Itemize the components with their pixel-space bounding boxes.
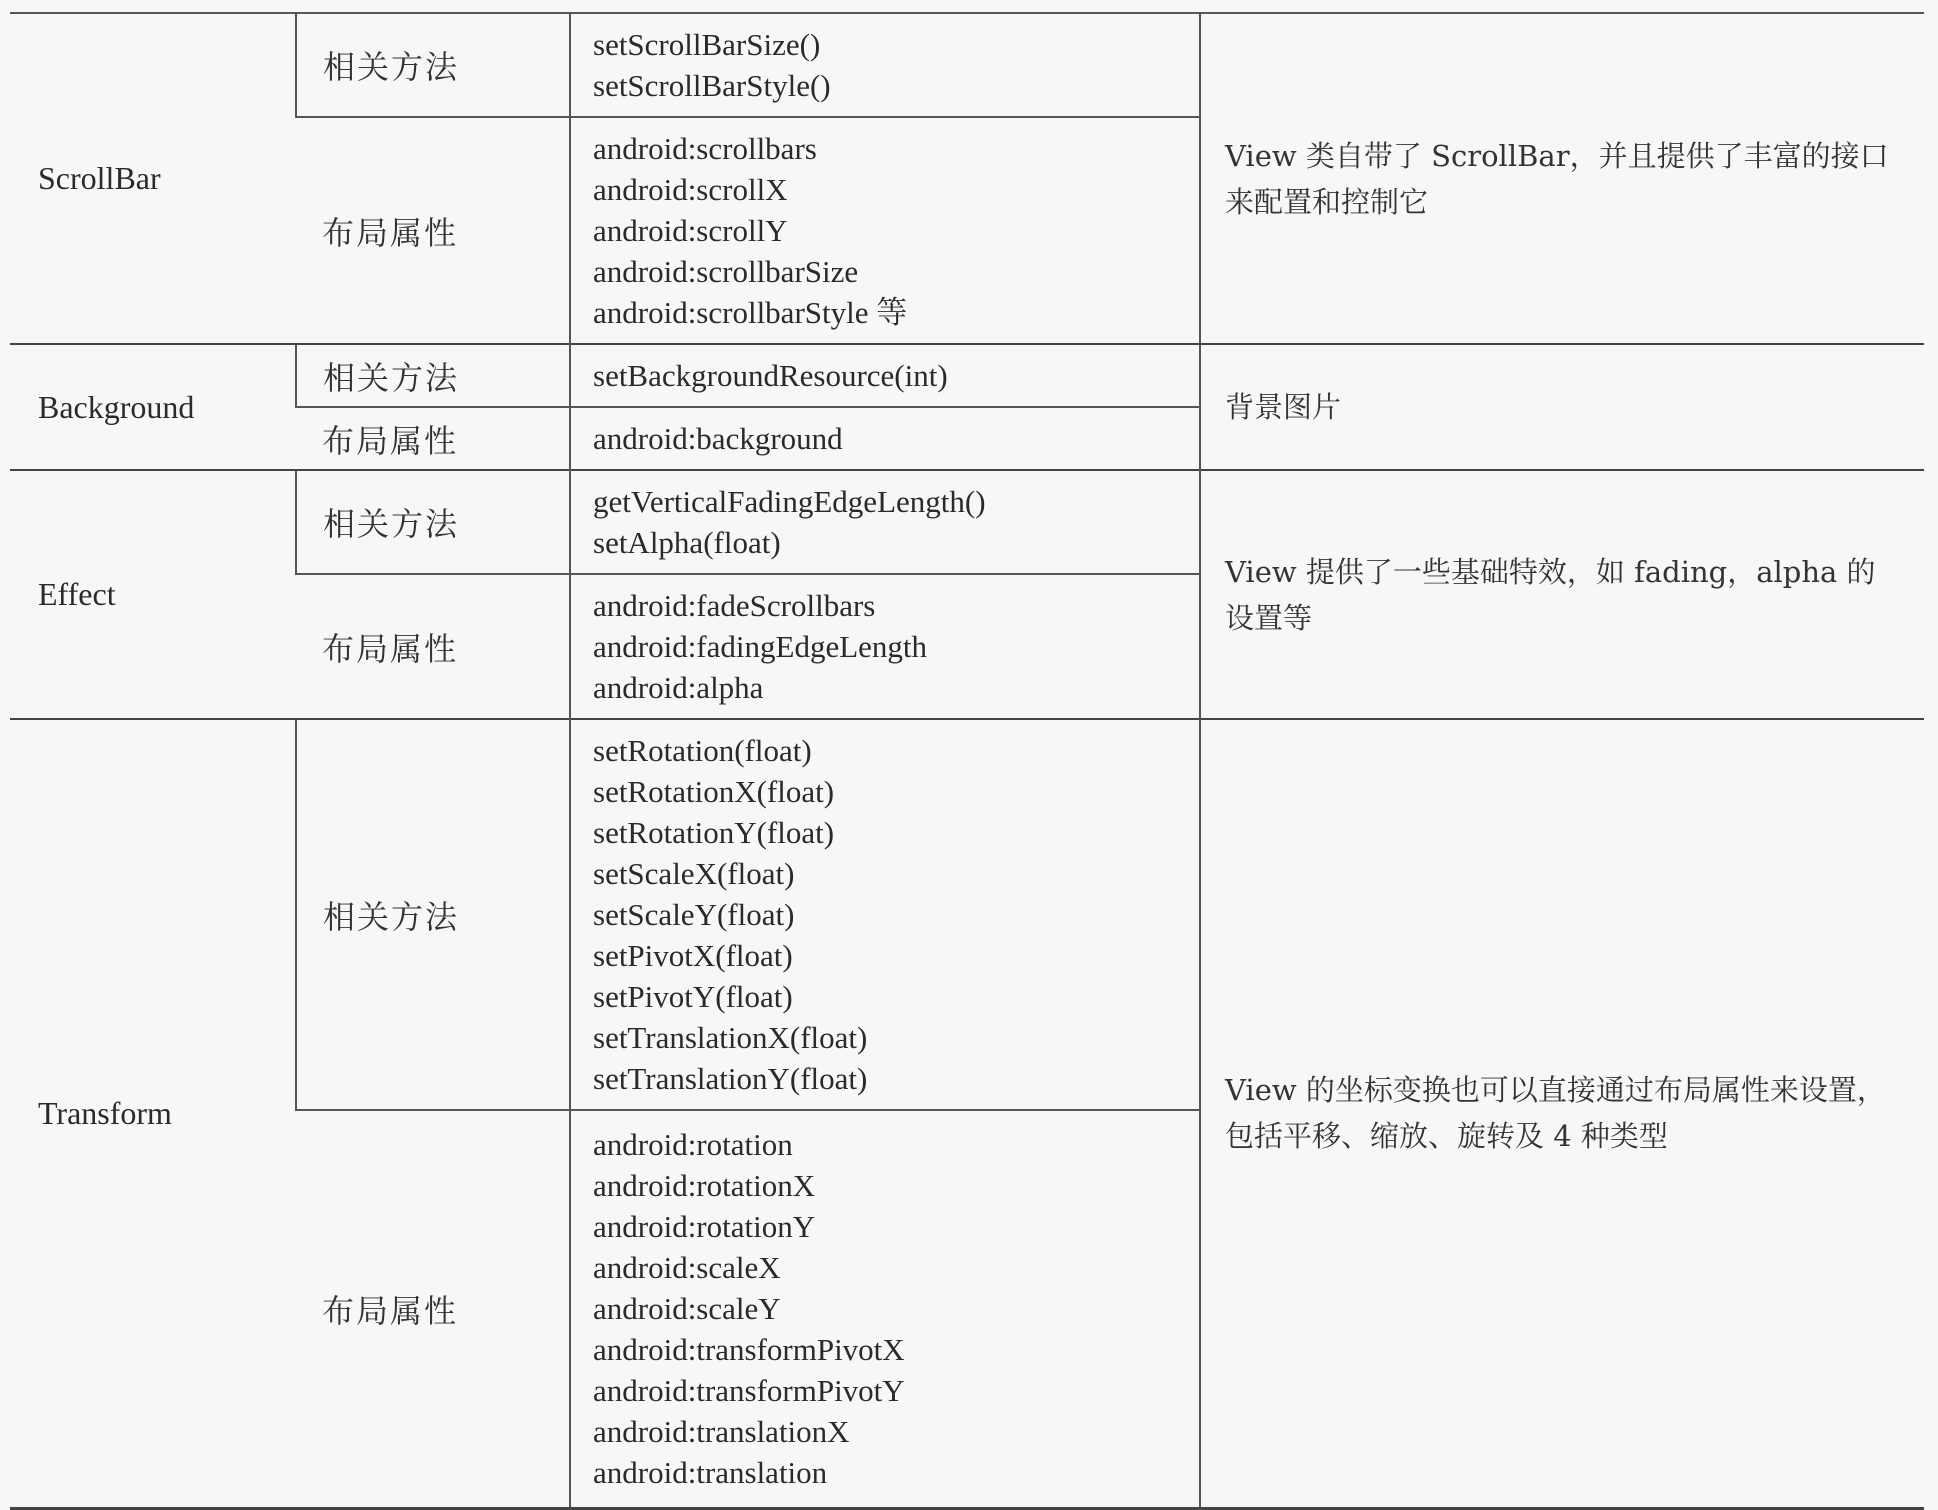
method-item: setPivotY(float) [593,979,793,1014]
category-cell: Background [10,344,296,470]
table-group-background [10,344,1924,470]
method-item: setRotation(float) [593,733,812,768]
table-group-effect [10,470,1924,719]
method-item: setBackgroundResource(int) [593,358,948,393]
layout-item: android:scrollbarSize [593,254,859,289]
layout-cell [570,574,1200,719]
table-group-scrollbar [10,13,1924,344]
method-item: setScaleX(float) [593,856,795,891]
layout-item: android:rotationX [593,1168,816,1204]
description-cell: View 类自带了 ScrollBar，并且提供了丰富的接口来配置和控制它 [1200,13,1924,344]
method-item: setAlpha(float) [593,525,781,560]
methods-cell [570,470,1200,574]
layout-label: 布局属性 [296,407,570,470]
category-cell: Transform [10,719,296,1508]
layout-label: 布局属性 [296,574,570,719]
layout-label: 布局属性 [296,1110,570,1508]
layout-item: android:background [593,421,843,456]
layout-item: android:scaleX [593,1250,781,1286]
layout-item: android:transformPivotY [593,1373,905,1409]
method-item: getVerticalFadingEdgeLength() [593,484,986,519]
layout-item: android:scrollbars [593,131,817,166]
table-row [10,719,1924,1110]
method-item: setScrollBarStyle() [593,68,831,103]
methods-cell [570,13,1200,117]
layout-item: android:transformPivotX [593,1332,905,1368]
method-item: setRotationY(float) [593,815,835,850]
table-group-transform [10,719,1924,1508]
layout-cell [570,117,1200,344]
description-cell: View 提供了一些基础特效，如 fading，alpha 的设置等 [1200,470,1924,719]
layout-item: android:scrollbarStyle 等 [593,295,908,330]
layout-item: android:scrollX [593,172,788,207]
method-item: setTranslationY(float) [593,1061,868,1096]
methods-cell [570,719,1200,1110]
layout-item: android:fadeScrollbars [593,588,876,623]
description-cell: 背景图片 [1200,344,1924,470]
layout-cell [570,1110,1200,1508]
category-cell: ScrollBar [10,13,296,344]
methods-label: 相关方法 [296,470,570,574]
table-row [10,470,1924,574]
method-item: setScaleY(float) [593,897,795,932]
layout-item: android:scaleY [593,1291,781,1327]
layout-item: android:fadingEdgeLength [593,629,928,664]
methods-label: 相关方法 [296,13,570,117]
methods-label: 相关方法 [296,344,570,407]
table-row [10,344,1924,407]
method-item: setRotationX(float) [593,774,835,809]
layout-item: android:alpha [593,670,764,705]
layout-item: android:rotationY [593,1209,816,1245]
method-item: setPivotX(float) [593,938,793,973]
description-cell: View 的坐标变换也可以直接通过布局属性来设置，包括平移、缩放、旋转及 4 种类型 [1200,719,1924,1508]
method-item: setScrollBarSize() [593,27,821,62]
methods-label: 相关方法 [296,719,570,1110]
method-item: setTranslationX(float) [593,1020,868,1055]
layout-item: android:rotation [593,1127,793,1163]
layout-label: 布局属性 [296,117,570,344]
layout-cell [570,407,1200,470]
table-row [10,13,1924,117]
methods-cell [570,344,1200,407]
layout-item: android:translationX [593,1414,850,1450]
layout-item: android:translation [593,1455,828,1491]
layout-item: android:scrollY [593,213,788,248]
view-features-table [10,12,1924,1510]
category-cell: Effect [10,470,296,719]
